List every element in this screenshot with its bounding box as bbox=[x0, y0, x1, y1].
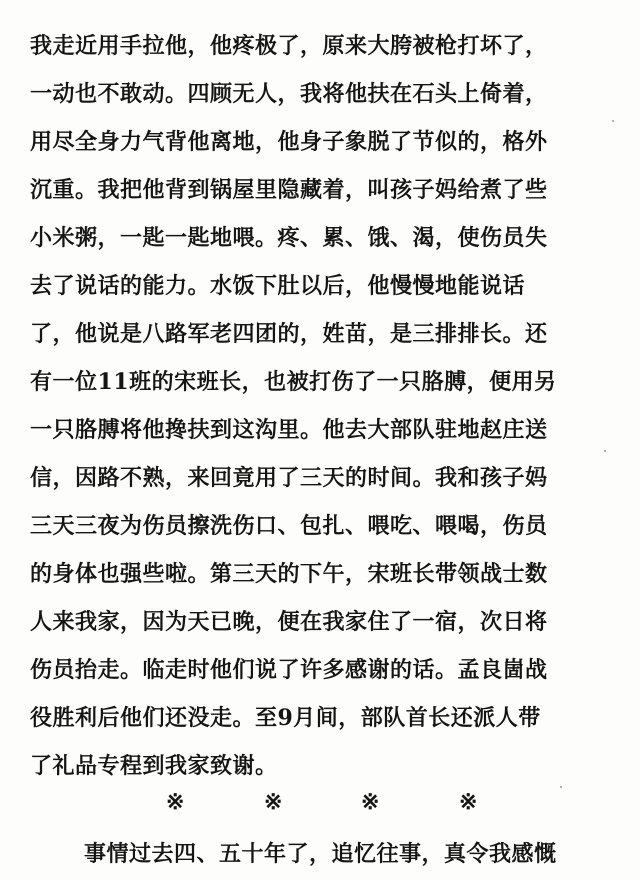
scan-speck bbox=[560, 786, 562, 788]
scan-speck bbox=[612, 120, 614, 122]
section-separator bbox=[0, 780, 640, 824]
text-line: 信，因路不熟，来回竟用了三天的时间。我和孩子妈 bbox=[30, 465, 548, 491]
text-line: 去了说话的能力。水饭下肚以后，他慢慢地能说话 bbox=[30, 273, 526, 299]
separator-mark: ※ bbox=[166, 789, 185, 815]
text-line: 有一位11班的宋班长，也被打伤了一只胳膊，便用另 bbox=[30, 369, 557, 395]
text-line: 三天三夜为伤员擦洗伤口、包扎、喂吃、喂喝，伤员 bbox=[30, 513, 548, 539]
text-line: 一只胳膊将他搀扶到这沟里。他去大部队驻地赵庄送 bbox=[30, 417, 548, 443]
text-line: 用尽全身力气背他离地，他身子象脱了节似的，格外 bbox=[30, 129, 548, 155]
text-line: 的身体也强些啦。第三天的下午，宋班长带领战士数 bbox=[30, 561, 548, 587]
text-line: 了，他说是八路军老四团的，姓苗，是三排排长。还 bbox=[30, 321, 548, 347]
text-line: 一动也不敢动。四顾无人，我将他扶在石头上倚着， bbox=[30, 81, 548, 107]
text-line: 我走近用手拉他，他疼极了，原来大胯被枪打坏了， bbox=[30, 33, 548, 59]
body-text bbox=[30, 22, 620, 790]
text-line: 役胜利后他们还没走。至9月间，部队首长还派人带 bbox=[30, 705, 541, 731]
text-line: 了礼品专程到我家致谢。 bbox=[30, 753, 278, 779]
closing-line: 事情过去四、五十年了，追忆往事，真令我感慨 bbox=[84, 841, 557, 867]
separator-mark: ※ bbox=[459, 789, 478, 815]
separator-mark: ※ bbox=[361, 789, 380, 815]
text-line: 伤员抬走。临走时他们说了许多感谢的话。孟良崮战 bbox=[30, 657, 548, 683]
scan-speck bbox=[604, 450, 606, 452]
text-line: 沉重。我把他背到锅屋里隐藏着，叫孩子妈给煮了些 bbox=[30, 177, 548, 203]
text-line: 人来我家，因为天已晚，便在我家住了一宿，次日将 bbox=[30, 609, 548, 635]
separator-mark: ※ bbox=[264, 789, 283, 815]
text-line: 小米粥，一匙一匙地喂。疼、累、饿、渴，使伤员失 bbox=[30, 225, 548, 251]
